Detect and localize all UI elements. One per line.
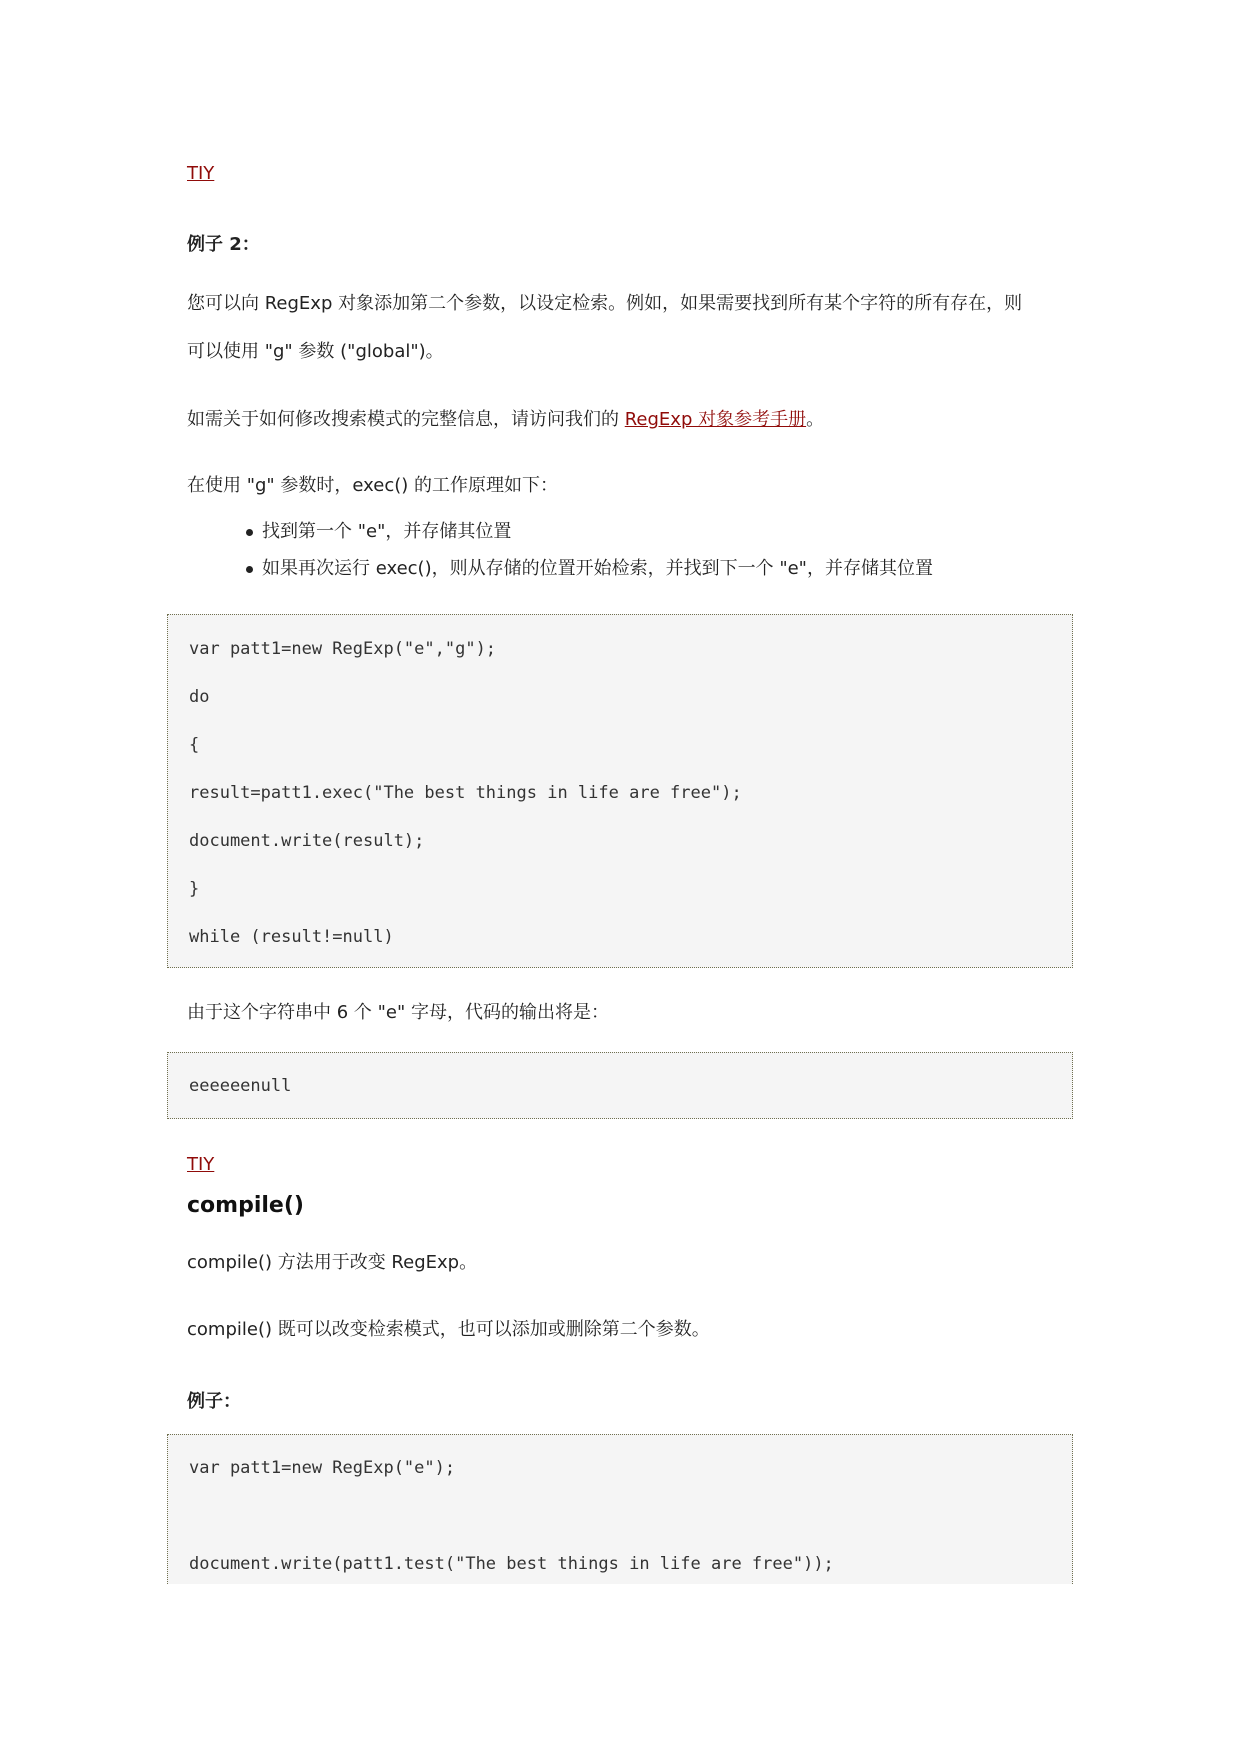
paragraph-compile-details: compile() 既可以改变检索模式，也可以添加或删除第二个参数。 (187, 1319, 710, 1340)
code-block-compile-example (167, 1434, 1073, 1584)
list-item-text: 找到第一个 "e"，并存储其位置 (262, 521, 512, 542)
code-block-exec-loop (167, 614, 1073, 968)
paragraph-exec-intro: 在使用 "g" 参数时，exec() 的工作原理如下： (187, 475, 559, 496)
compile-heading: compile() (187, 1193, 304, 1218)
code-line: var patt1=new RegExp("e","g"); (189, 639, 497, 659)
code-block-output (167, 1052, 1073, 1119)
regexp-reference-link[interactable]: RegExp 对象参考手册 (624, 409, 807, 430)
code-line: eeeeeenull (189, 1076, 292, 1096)
code-line: do (189, 687, 210, 707)
bullet-dot-icon (246, 529, 253, 536)
code-line: } (189, 879, 200, 899)
reference-prefix-text: 如需关于如何修改搜索模式的完整信息，请访问我们的 (187, 409, 625, 430)
code-line: document.write(result); (189, 831, 425, 851)
list-item (246, 557, 933, 594)
paragraph-output-intro: 由于这个字符串中 6 个 "e" 字母，代码的输出将是： (187, 1002, 609, 1023)
code-line: while (result!=null) (189, 927, 394, 947)
tiy-link-1[interactable]: TIY (187, 163, 215, 184)
list-item-text: 如果再次运行 exec()，则从存储的位置开始检索，并找到下一个 "e"，并存储其位置 (262, 558, 933, 579)
code-line: result=patt1.exec("The best things in life are free"); (189, 783, 742, 803)
example-2-heading: 例子 2： (187, 234, 260, 255)
example-heading: 例子： (187, 1391, 241, 1412)
code-line: document.write(patt1.test("The best things in life are free")); (189, 1554, 834, 1574)
tiy-link-2[interactable]: TIY (187, 1154, 215, 1175)
paragraph-regexp-second-arg-line-1: 您可以向 RegExp 对象添加第二个参数，以设定检索。例如，如果需要找到所有某个字符的所有存在，则 (187, 293, 1023, 314)
code-line: { (189, 735, 200, 755)
bullet-dot-icon (246, 566, 253, 573)
paragraph-regexp-second-arg-line-2: 可以使用 "g" 参数 ("global")。 (187, 341, 444, 362)
reference-suffix-text: 。 (806, 409, 825, 430)
paragraph-compile-purpose: compile() 方法用于改变 RegExp。 (187, 1252, 478, 1273)
code-line: var patt1=new RegExp("e"); (189, 1458, 456, 1478)
list-item (246, 520, 933, 557)
exec-behavior-list (246, 520, 933, 594)
paragraph-reference-link (187, 408, 824, 432)
